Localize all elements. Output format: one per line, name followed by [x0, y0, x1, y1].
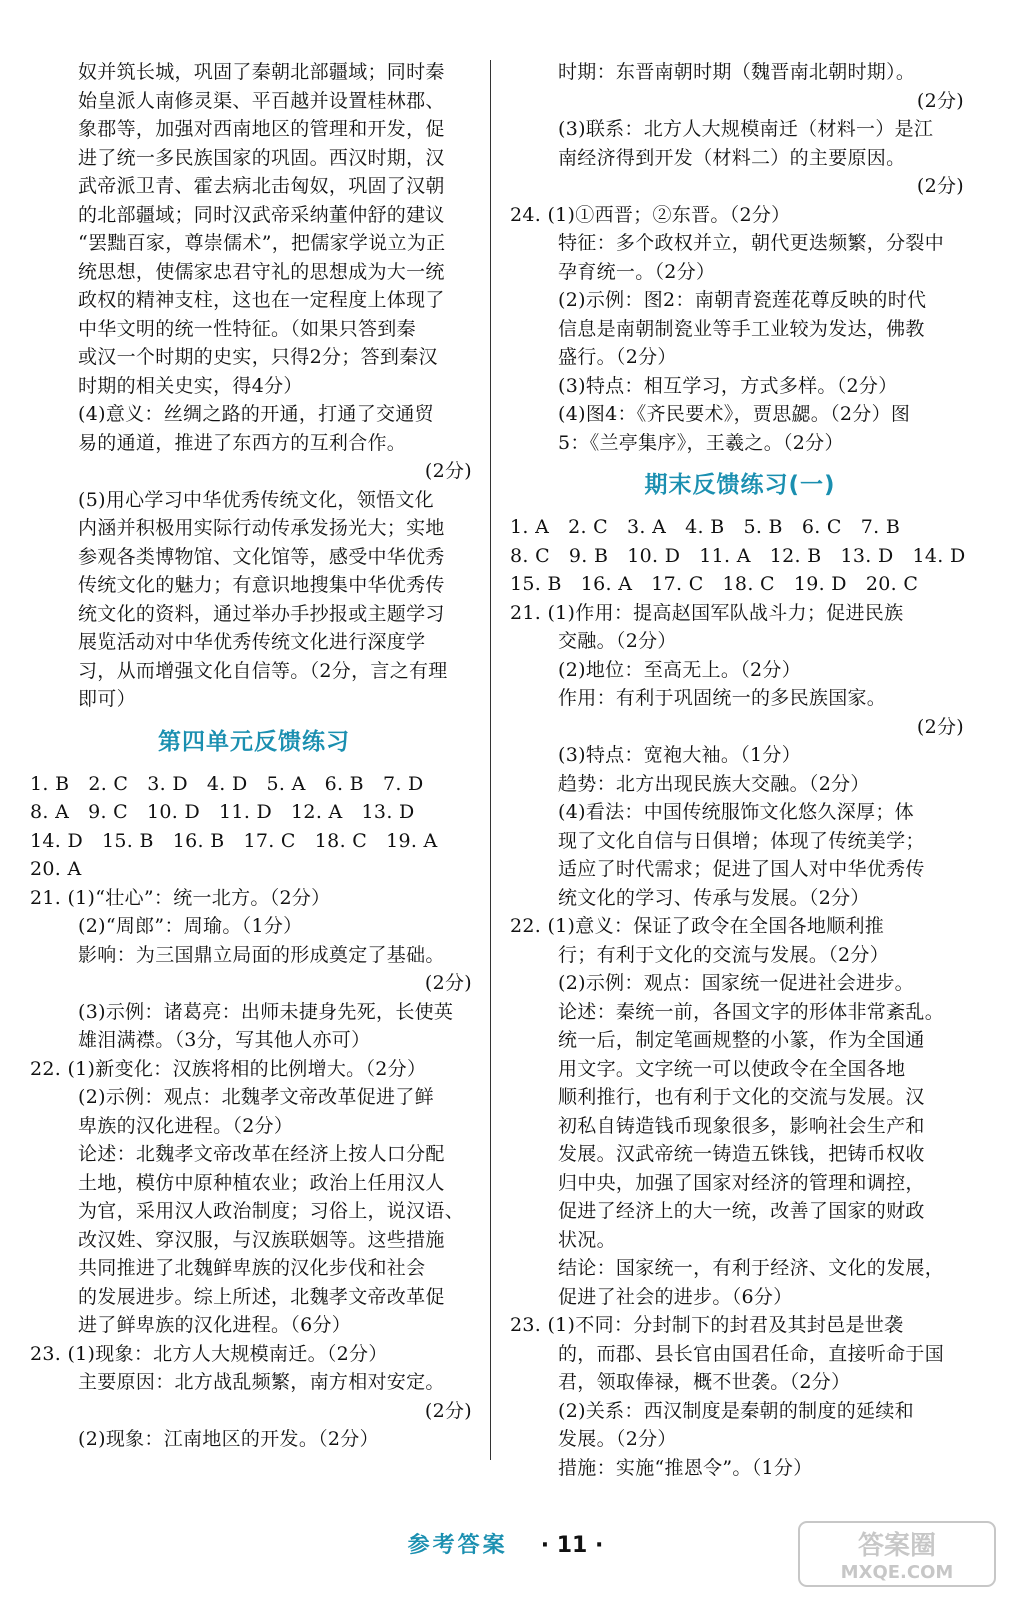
answer-line: 内涵并积极用实际行动传承发扬光大；实地 — [78, 517, 445, 539]
answer-line: 统文化的学习、传承与发展。（2分） — [558, 886, 870, 909]
answer-line: (4)看法：中国传统服饰文化悠久深厚；体 — [558, 801, 914, 823]
answer-line: 14. D 15. B 16. B 17. C 18. C 19. A — [30, 829, 438, 852]
answer-line: 始皇派人南修灵渠、平百越并设置桂林郡、 — [78, 89, 445, 112]
answer-line: (2分) — [916, 715, 964, 738]
answer-line: 1. A 2. C 3. A 4. B 5. B 6. C 7. B — [510, 516, 901, 538]
answer-line: 中华文明的统一性特征。（如果只答到秦 — [78, 317, 416, 340]
answer-line: 改汉姓、穿汉服，与汉族联姻等。这些措施 — [78, 1228, 445, 1251]
answer-line: 象郡等，加强对西南地区的管理和开发，促 — [78, 118, 445, 140]
watermark-text: 答案圈 — [857, 1531, 937, 1561]
answer-line: 的，而郡、县长官由国君任命，直接听命于国 — [558, 1342, 945, 1365]
left-column — [30, 58, 478, 1454]
answer-line: 主要原因：北方战乱频繁，南方相对安定。 — [78, 1371, 445, 1393]
answer-line: 论述：秦统一前，各国文字的形体非常紊乱。 — [558, 1000, 945, 1023]
answer-line: 22. (1)新变化：汉族将相的比例增大。（2分） — [30, 1057, 427, 1080]
answer-line: 发展。汉武帝统一铸造五铢钱，把铸币权收 — [558, 1143, 925, 1165]
answer-line: 奴并筑长城，巩固了秦朝北部疆域；同时秦 — [78, 61, 445, 83]
answer-line: 趋势：北方出现民族大交融。（2分） — [558, 772, 870, 795]
answer-line: 易的通道，推进了东西方的互利合作。 — [78, 431, 407, 454]
answer-line: 参观各类博物馆、文化馆等，感受中华优秀 — [78, 545, 445, 568]
right-column — [510, 58, 970, 1482]
answer-line: 初私自铸造钱币现象很多，影响社会生产和 — [558, 1114, 925, 1137]
answer-line: 8. C 9. B 10. D 11. A 12. B 13. D 14. D — [510, 544, 966, 567]
answer-line: 时期：东晋南朝时期（魏晋南北朝时期）。 — [558, 61, 916, 83]
answer-line: (2)关系：西汉制度是秦朝的制度的延续和 — [558, 1399, 914, 1422]
answer-line: 时期的相关史实，得4分） — [78, 374, 303, 397]
answer-line: 5：《兰亭集序》，王羲之。（2分） — [558, 431, 844, 454]
answer-line: 雄泪满襟。（3分，写其他人亦可） — [78, 1029, 371, 1051]
answer-line: (3)联系：北方人大规模南迁（材料一）是江 — [558, 118, 934, 140]
answer-line: 行；有利于文化的交流与发展。（2分） — [558, 943, 889, 966]
answer-line: 统文化的资料，通过举办手抄报或主题学习 — [78, 602, 445, 625]
answer-line: 适应了时代需求；促进了国人对中华优秀传 — [558, 858, 925, 880]
answer-line: 习，从而增强文化自信等。（2分，言之有理 — [78, 659, 448, 682]
answer-line: 结论：国家统一，有利于经济、文化的发展， — [558, 1257, 945, 1279]
answer-line: 发展。（2分） — [558, 1428, 677, 1450]
answer-line: 展览活动对中华优秀传统文化进行深度学 — [78, 631, 426, 653]
watermark-logo — [797, 1520, 997, 1588]
answer-line: 的北部疆域；同时汉武帝采纳董仲舒的建议 — [78, 203, 445, 226]
answer-line: (3)示例：诸葛亮：出师未捷身先死，长使英 — [78, 1000, 454, 1023]
answer-line: 土地，模仿中原种植农业；政治上任用汉人 — [78, 1171, 445, 1194]
answer-line: 政权的精神支柱，这也在一定程度上体现了 — [78, 289, 445, 311]
answer-line: 君，领取俸禄，概不世袭。（2分） — [558, 1371, 851, 1393]
answer-line: 1. B 2. C 3. D 4. D 5. A 6. B 7. D — [30, 772, 424, 795]
answer-line: 盛行。（2分） — [558, 346, 677, 368]
answer-line: (4)意义：丝绸之路的开通，打通了交通贸 — [78, 403, 434, 425]
answer-line: (2)示例：观点：国家统一促进社会进步。 — [558, 972, 914, 994]
answer-line: 共同推进了北魏鲜卑族的汉化步伐和社会 — [78, 1257, 426, 1279]
answer-line: 23. (1)现象：北方人大规模南迁。（2分） — [30, 1342, 388, 1365]
answer-line: (2分) — [424, 972, 472, 994]
section-heading: 期末反馈练习(一) — [644, 472, 836, 498]
answer-line: “罢黜百家，尊崇儒术”，把儒家学说立为正 — [78, 232, 446, 254]
answer-line: 进了鲜卑族的汉化进程。（6分） — [78, 1314, 352, 1336]
answer-line: (2分) — [916, 175, 964, 197]
answer-line: 即可） — [78, 688, 136, 710]
answer-line: (2)示例：图2：南朝青瓷莲花尊反映的时代 — [558, 289, 927, 311]
answer-line: 作用：有利于巩固统一的多民族国家。 — [558, 687, 887, 709]
answer-line: (2)“周郎”：周瑜。（1分） — [78, 915, 303, 937]
answer-line: 为官，采用汉人政治制度；习俗上，说汉语、 — [78, 1200, 465, 1222]
answer-line: 交融。（2分） — [558, 630, 677, 652]
answer-line: 的发展进步。综上所述，北魏孝文帝改革促 — [78, 1285, 445, 1308]
answer-line: (5)用心学习中华优秀传统文化，领悟文化 — [78, 488, 434, 511]
answer-line: 统一后，制定笔画规整的小篆，作为全国通 — [558, 1029, 925, 1051]
answer-line: 20. A — [30, 858, 82, 880]
answer-line: 24. (1)①西晋；②东晋。（2分） — [510, 203, 791, 226]
answer-line: 现了文化自信与日俱增；体现了传统美学； — [558, 829, 925, 852]
answer-line: 8. A 9. C 10. D 11. D 12. A 13. D — [30, 801, 415, 823]
watermark-url: MXQE.COM — [840, 1562, 954, 1583]
answer-line: 武帝派卫青、霍去病北击匈奴，巩固了汉朝 — [78, 175, 445, 197]
answer-line: (2)地位：至高无上。（2分） — [558, 658, 802, 681]
answer-line: (2分) — [424, 460, 472, 482]
answer-line: (3)特点：宽袍大袖。（1分） — [558, 744, 802, 766]
answer-line: (3)特点：相互学习，方式多样。（2分） — [558, 374, 898, 397]
answer-line: (4)图4：《齐民要术》，贾思勰。（2分）图 — [558, 403, 911, 425]
answer-line: 22. (1)意义：保证了政令在全国各地顺利推 — [510, 915, 885, 937]
answer-line: 状况。 — [558, 1228, 616, 1251]
section-heading: 第四单元反馈练习 — [158, 728, 350, 755]
answer-line: 顺利推行，也有利于文化的交流与发展。汉 — [558, 1086, 925, 1108]
answer-line: 21. (1)作用：提高赵国军队战斗力；促进民族 — [510, 601, 904, 624]
answer-line: 23. (1)不同：分封制下的封君及其封邑是世袭 — [510, 1314, 904, 1336]
page-number: · 11 · — [540, 1533, 604, 1558]
answer-line: 措施：实施“推恩令”。（1分） — [558, 1456, 813, 1479]
answer-line: (2分) — [916, 89, 964, 112]
answer-line: (2)示例：观点：北魏孝文帝改革促进了鲜 — [78, 1086, 434, 1108]
answer-line: 进了统一多民族国家的巩固。西汉时期，汉 — [78, 146, 445, 169]
answer-line: 促进了社会的进步。（6分） — [558, 1285, 793, 1308]
footer-label: 参考答案 — [407, 1533, 508, 1558]
answer-line: 论述：北魏孝文帝改革在经济上按人口分配 — [78, 1143, 445, 1165]
answer-line: 促进了经济上的大一统，改善了国家的财政 — [558, 1200, 925, 1222]
answer-line: 影响：为三国鼎立局面的形成奠定了基础。 — [78, 943, 445, 966]
answer-line: (2分) — [424, 1399, 472, 1422]
answer-line: 孕育统一。（2分） — [558, 260, 716, 283]
answer-line: 或汉一个时期的史实，只得2分；答到秦汉 — [78, 346, 438, 368]
answer-line: 传统文化的魅力；有意识地搜集中华优秀传 — [78, 574, 445, 596]
answer-line: 卑族的汉化进程。（2分） — [78, 1114, 294, 1137]
answer-line: 南经济得到开发（材料二）的主要原因。 — [558, 146, 906, 169]
answer-line: 归中央，加强了国家对经济的管理和调控， — [558, 1171, 925, 1194]
answer-line: (2)现象：江南地区的开发。（2分） — [78, 1428, 379, 1450]
answer-line: 信息是南朝制瓷业等手工业较为发达，佛教 — [558, 317, 925, 340]
answer-line: 统思想，使儒家忠君守礼的思想成为大一统 — [78, 260, 445, 283]
answer-line: 21. (1)“壮心”：统一北方。（2分） — [30, 886, 331, 909]
column-divider — [490, 60, 491, 1460]
answer-line: 用文字。文字统一可以使政令在全国各地 — [558, 1057, 906, 1080]
answer-line: 特征：多个政权并立，朝代更迭频繁，分裂中 — [558, 232, 945, 254]
answer-line: 15. B 16. A 17. C 18. C 19. D 20. C — [510, 573, 919, 595]
